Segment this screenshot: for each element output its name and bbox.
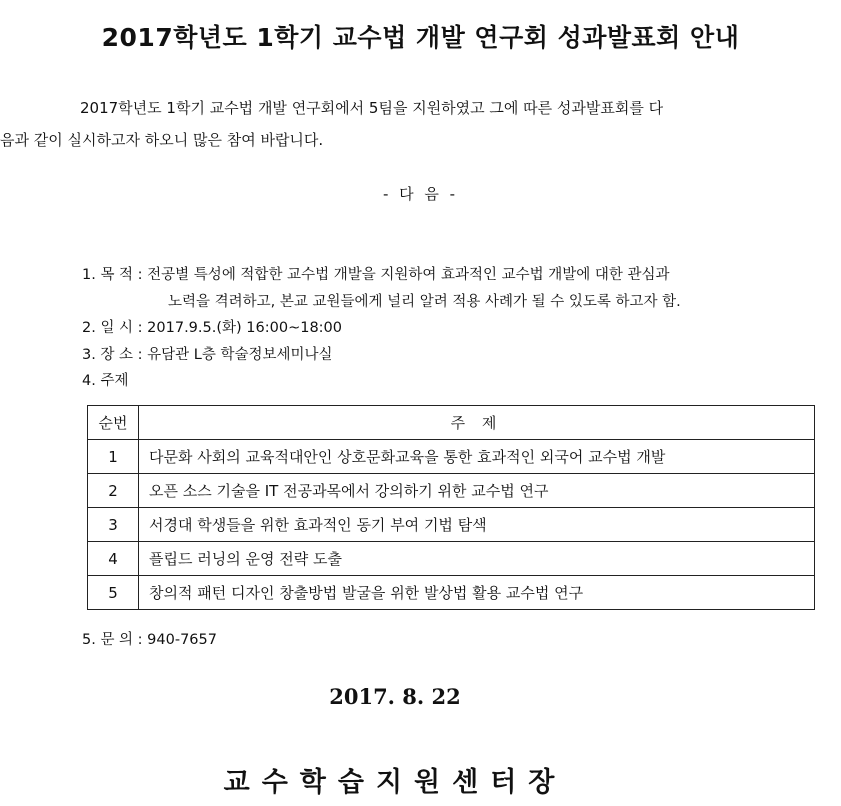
detail-items bbox=[82, 262, 681, 395]
item-datetime: 2. 일 시 : 2017.9.5.(화) 16:00~18:00 bbox=[82, 320, 343, 336]
section-separator: - 다 음 - bbox=[382, 185, 459, 203]
header-title: 주 제 bbox=[139, 406, 815, 440]
row-title: 서경대 학생들을 위한 효과적인 동기 부여 기법 탐색 bbox=[139, 508, 815, 542]
contact-info: 5. 문 의 : 940-7657 bbox=[82, 632, 217, 648]
row-number: 4 bbox=[88, 542, 139, 576]
signature: 교수학습지원센터장 bbox=[223, 767, 567, 798]
row-number: 3 bbox=[88, 508, 139, 542]
row-title: 플립드 러닝의 운영 전략 도출 bbox=[139, 542, 815, 576]
row-title: 다문화 사회의 교육적대안인 상호문화교육을 통한 효과적인 외국어 교수법 개발 bbox=[139, 440, 815, 474]
table-row bbox=[88, 508, 815, 542]
topics-table bbox=[87, 405, 815, 610]
table-header-row bbox=[88, 406, 815, 440]
table-row bbox=[88, 440, 815, 474]
item-purpose: 1. 목 적 : 전공별 특성에 적합한 교수법 개발을 지원하여 효과적인 교수법 개발에 대한 관심과 bbox=[82, 267, 670, 283]
row-title: 오픈 소스 기술을 IT 전공과목에서 강의하기 위한 교수법 연구 bbox=[139, 474, 815, 508]
intro-line-2: 음과 같이 실시하고자 하오니 많은 참여 바랍니다. bbox=[0, 131, 324, 149]
table-row bbox=[88, 474, 815, 508]
document-title: 2017학년도 1학기 교수법 개발 연구회 성과발표회 안내 bbox=[101, 23, 740, 52]
item-place: 3. 장 소 : 유담관 L층 학술정보세미나실 bbox=[82, 346, 333, 363]
table-row bbox=[88, 576, 815, 610]
item-purpose-continued: 노력을 격려하고, 본교 교원들에게 널리 알려 적용 사례가 될 수 있도록 하고자 함. bbox=[168, 293, 681, 310]
intro-paragraph bbox=[0, 92, 841, 156]
intro-line-1: 2017학년도 1학기 교수법 개발 연구회에서 5팀을 지원하였고 그에 따른 성과발표회를 다 bbox=[80, 99, 664, 117]
document-date: 2017. 8. 22 bbox=[329, 684, 461, 709]
table-row bbox=[88, 542, 815, 576]
row-number: 2 bbox=[88, 474, 139, 508]
item-topic-heading: 4. 주제 bbox=[82, 373, 129, 389]
row-number: 1 bbox=[88, 440, 139, 474]
row-number: 5 bbox=[88, 576, 139, 610]
header-number: 순번 bbox=[88, 406, 139, 440]
row-title: 창의적 패턴 디자인 창출방법 발굴을 위한 발상법 활용 교수법 연구 bbox=[139, 576, 815, 610]
